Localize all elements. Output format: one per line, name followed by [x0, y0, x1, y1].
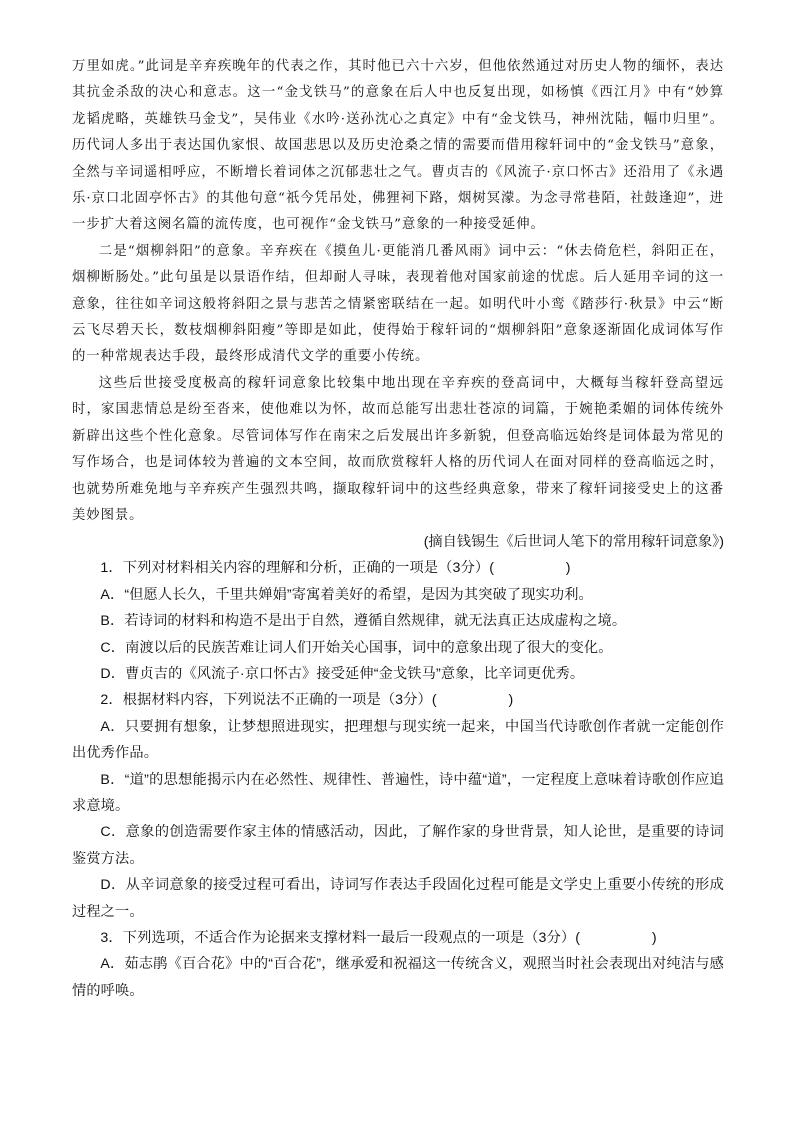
question-2	[72, 687, 724, 925]
question-stem: 1．下列对材料相关内容的理解和分析，正确的一项是（3分）( )	[100, 560, 571, 577]
answer-option: D．从辛词意象的接受过程可看出，诗词写作表达手段固化过程可能是文学史上重要小传统的形成过程之一。	[72, 877, 724, 920]
answer-option: B．“道”的思想能揭示内在必然性、规律性、普遍性，诗中蕴“道”，一定程度上意味着诗歌创作应追求意境。	[72, 771, 724, 814]
question-stem: 3．下列选项，不适合作为论据来支撑材料一最后一段观点的一项是（3分）( )	[100, 930, 657, 946]
passage-paragraph: 二是“烟柳斜阳”的意象。辛弃疾在《摸鱼儿·更能消几番风雨》词中云：“休去倚危栏，斜阳正在，烟柳断肠处。”此句虽是以景语作结，但却耐人寻味，表现着他对国家前途的忧虑。后人延用辛词的这一意象，往往如辛词这般将斜阳之景与悲苦之情紧密联结在一起。如明代叶小鸾《踏莎行·秋景》中云“断云飞尽碧天长，数枝烟柳斜阳瘦”等即是如此，使得始于稼轩词的“烟柳斜阳”意象逐渐固化成词体写作的一种常规表达手段，最终形成清代文学的重要小传统。	[72, 243, 724, 365]
passage-source: (摘自钱锡生《后世词人笔下的常用稼轩词意象》)	[423, 534, 724, 551]
question-stem: 2．根据材料内容，下列说法不正确的一项是（3分）( )	[100, 692, 514, 709]
reading-passage	[72, 54, 724, 529]
answer-option: A．只要拥有想象，让梦想照进现实，把理想与现实统一起来，中国当代诗歌创作者就一定能创作出优秀作品。	[72, 718, 724, 762]
answer-option: A．“但愿人长久，千里共婵娟”寄寓着美好的希望，是因为其突破了现实功利。	[100, 586, 593, 603]
question-3	[72, 925, 724, 1004]
answer-option: C．意象的创造需要作家主体的情感活动，因此，了解作家的身世背景，知人论世，是重要的诗词鉴赏方法。	[72, 824, 724, 867]
question-1	[72, 555, 724, 687]
answer-option: D．曹贞吉的《风流子·京口怀古》接受延伸“金戈铁马”意象，比辛词更优秀。	[100, 665, 585, 682]
answer-option: C．南渡以后的民族苦难让词人们开始关心国事，词中的意象出现了很大的变化。	[100, 639, 613, 656]
answer-option: A．茹志鹃《百合花》中的“百合花”，继承爱和祝福这一传统含义，观照当时社会表现出对纯洁与感情的呼唤。	[72, 956, 724, 999]
exam-page	[72, 54, 724, 1004]
answer-option: B．若诗词的材料和构造不是出于自然，遵循自然规律，就无法真正达成虚构之境。	[100, 613, 627, 630]
passage-paragraph: 这些后世接受度极高的稼轩词意象比较集中地出现在辛弃疾的登高词中，大概每当稼轩登高望远时，家国悲情总是纷至沓来，使他难以为怀，故而总能写出悲壮苍凉的词篇，于婉艳柔媚的词体传统外新辟出这些个性化意象。尽管词体写作在南宋之后发展出许多新貌，但登高临远始终是词体最为常见的写作场合，也是词体较为普遍的文本空间，故而欣赏稼轩人格的历代词人在面对同样的登高临远之时，也就势所难免地与辛弃疾产生强烈共鸣，撷取稼轩词中的这些经典意象，带来了稼轩词接受史上的这番美妙图景。	[72, 375, 724, 523]
passage-paragraph: 万里如虎。”此词是辛弃疾晚年的代表之作，其时他已六十六岁，但他依然通过对历史人物的缅怀，表达其抗金杀敌的决心和意志。这一“金戈铁马”的意象在后人中也反复出现，如杨慎《西江月》中有“妙算龙韬虎略，英雄铁马金戈”，吴伟业《水吟·送孙沈心之真定》中有“金戈铁马，神州沈陆，幅巾归里”。历代词人多出于表达国仇家恨、故国悲思以及历史沧桑之情的需要而借用稼轩词中的“金戈铁马”意象，全然与辛词遥相呼应，不断增长着词体之沉郁悲壮之气。曹贞吉的《风流子·京口怀古》还沿用了《永遇乐·京口北固亭怀古》的其他句意“祇今凭吊处，佛狸祠下路，烟树冥濛。为念寻常巷陌，社鼓逢迎”，进一步扩大着这阕名篇的流传度，也可视作“金戈铁马”意象的一种接受延伸。	[72, 59, 724, 233]
